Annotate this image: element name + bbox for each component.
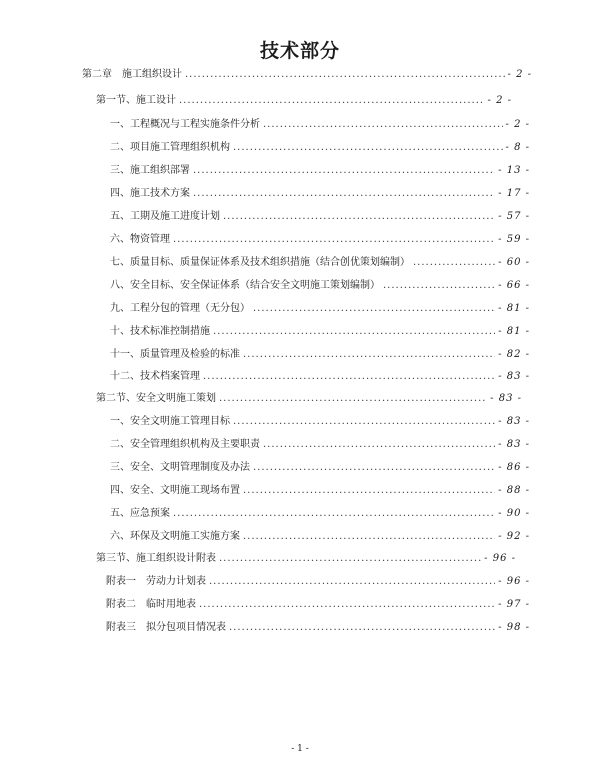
- toc-dot-leader: [223, 209, 495, 225]
- document-title: 技术部分: [259, 40, 340, 62]
- toc-dot-leader: [243, 529, 495, 545]
- toc-entry-label: 五、应急预案: [110, 508, 170, 519]
- toc-entry-page: - 83 -: [498, 439, 530, 450]
- toc-entry-label: 一、安全文明施工管理目标: [110, 416, 230, 427]
- toc-entry-label: 六、环保及文明施工实施方案: [110, 531, 240, 542]
- toc-dot-leader: [233, 414, 495, 430]
- toc-dot-leader: [413, 255, 495, 271]
- toc-entry-page: - 83 -: [490, 393, 522, 404]
- toc-dot-leader: [173, 232, 495, 248]
- toc-entry-label: 四、施工技术方案: [110, 188, 190, 199]
- toc-entry-1-8[interactable]: [110, 278, 530, 294]
- toc-entry-appendix-1[interactable]: [106, 574, 530, 590]
- toc-entry-1-5[interactable]: [110, 209, 530, 225]
- toc-dot-leader: [199, 597, 495, 613]
- toc-entry-chapter-2[interactable]: [82, 67, 532, 83]
- toc-entry-label: 第二节、安全文明施工策划: [96, 393, 216, 404]
- toc-entry-1-11[interactable]: [110, 347, 530, 363]
- toc-entry-label: 八、安全目标、安全保证体系（结合安全文明施工策划编制）: [110, 280, 380, 291]
- toc-entry-page: - 96 -: [484, 553, 516, 564]
- toc-entry-1-1[interactable]: [110, 117, 530, 133]
- toc-entry-label: 第三节、施工组织设计附表: [96, 553, 216, 564]
- toc-entry-2-2[interactable]: [110, 437, 530, 453]
- toc-entry-label: 附表一 劳动力计划表: [106, 576, 206, 587]
- toc-dot-leader: [253, 460, 495, 476]
- toc-dot-leader: [243, 347, 495, 363]
- toc-entry-label: 二、项目施工管理组织机构: [110, 142, 230, 153]
- toc-entry-1-12[interactable]: [110, 369, 530, 385]
- toc-entry-label: 附表二 临时用地表: [106, 599, 196, 610]
- toc-entry-2-5[interactable]: [110, 506, 530, 522]
- toc-entry-label: 十二、技术档案管理: [110, 371, 200, 382]
- toc-dot-leader: [383, 278, 495, 294]
- toc-dot-leader: [179, 93, 485, 109]
- toc-entry-page: - 2 -: [507, 69, 532, 80]
- toc-entry-label: 十一、质量管理及检验的标准: [110, 349, 240, 360]
- toc-entry-page: - 57 -: [498, 211, 530, 222]
- toc-entry-page: - 88 -: [498, 485, 530, 496]
- toc-entry-1-10[interactable]: [110, 324, 530, 340]
- toc-entry-page: - 92 -: [498, 531, 530, 542]
- toc-entry-page: - 13 -: [498, 165, 530, 176]
- toc-entry-page: - 66 -: [498, 280, 530, 291]
- toc-entry-page: - 81 -: [498, 303, 530, 314]
- toc-dot-leader: [219, 551, 481, 567]
- toc-entry-label: 五、工期及施工进度计划: [110, 211, 220, 222]
- toc-entry-1-3[interactable]: [110, 163, 530, 179]
- toc-entry-page: - 86 -: [498, 462, 530, 473]
- toc-entry-section-3[interactable]: [96, 551, 516, 567]
- toc-entry-label: 四、安全、文明施工现场布置: [110, 485, 240, 496]
- toc-dot-leader: [233, 140, 503, 156]
- toc-entry-2-6[interactable]: [110, 529, 530, 545]
- toc-entry-page: - 81 -: [498, 326, 530, 337]
- toc-entry-1-6[interactable]: [110, 232, 530, 248]
- toc-entry-page: - 2 -: [505, 119, 530, 130]
- toc-entry-label: 附表三 拟分包项目情况表: [106, 622, 226, 633]
- toc-entry-page: - 96 -: [498, 576, 530, 587]
- toc-entry-1-9[interactable]: [110, 301, 530, 317]
- toc-dot-leader: [253, 301, 495, 317]
- toc-entry-page: - 59 -: [498, 234, 530, 245]
- page-number-footer: - 1 -: [291, 744, 309, 754]
- toc-dot-leader: [173, 506, 495, 522]
- toc-entry-page: - 60 -: [498, 257, 530, 268]
- toc-entry-page: - 2 -: [487, 95, 512, 106]
- toc-entry-label: 第一节、施工设计: [96, 95, 176, 106]
- toc-dot-leader: [213, 324, 495, 340]
- toc-dot-leader: [263, 117, 503, 133]
- toc-entry-label: 九、工程分包的管理（无分包）: [110, 303, 250, 314]
- toc-entry-1-4[interactable]: [110, 186, 530, 202]
- toc-dot-leader: [193, 163, 495, 179]
- toc-entry-page: - 83 -: [498, 371, 530, 382]
- toc-entry-appendix-2[interactable]: [106, 597, 530, 613]
- toc-entry-label: 一、工程概况与工程实施条件分析: [110, 119, 260, 130]
- toc-entry-page: - 82 -: [498, 349, 530, 360]
- toc-entry-page: - 83 -: [498, 416, 530, 427]
- toc-dot-leader: [243, 483, 495, 499]
- toc-entry-2-1[interactable]: [110, 414, 530, 430]
- toc-entry-page: - 17 -: [498, 188, 530, 199]
- toc-entry-label: 三、施工组织部署: [110, 165, 190, 176]
- toc-dot-leader: [203, 369, 495, 385]
- toc-entry-section-1[interactable]: [96, 93, 512, 109]
- toc-dot-leader: [185, 67, 505, 83]
- toc-entry-label: 二、安全管理组织机构及主要职责: [110, 439, 260, 450]
- toc-dot-leader: [193, 186, 495, 202]
- toc-dot-leader: [209, 574, 495, 590]
- toc-entry-page: - 97 -: [498, 599, 530, 610]
- toc-dot-leader: [229, 620, 495, 636]
- toc-entry-section-2[interactable]: [96, 391, 522, 407]
- toc-entry-label: 三、安全、文明管理制度及办法: [110, 462, 250, 473]
- toc-entry-appendix-3[interactable]: [106, 620, 530, 636]
- toc-entry-1-7[interactable]: [110, 255, 530, 271]
- toc-entry-2-3[interactable]: [110, 460, 530, 476]
- toc-entry-2-4[interactable]: [110, 483, 530, 499]
- toc-entry-label: 六、物资管理: [110, 234, 170, 245]
- toc-entry-1-2[interactable]: [110, 140, 530, 156]
- toc-entry-label: 十、技术标准控制措施: [110, 326, 210, 337]
- toc-entry-label: 七、质量目标、质量保证体系及技术组织措施（结合创优策划编制）: [110, 257, 410, 268]
- toc-entry-page: - 8 -: [505, 142, 530, 153]
- toc-entry-label: 第二章 施工组织设计: [82, 69, 182, 80]
- toc-dot-leader: [219, 391, 487, 407]
- toc-entry-page: - 90 -: [498, 508, 530, 519]
- toc-dot-leader: [263, 437, 495, 453]
- toc-entry-page: - 98 -: [498, 622, 530, 633]
